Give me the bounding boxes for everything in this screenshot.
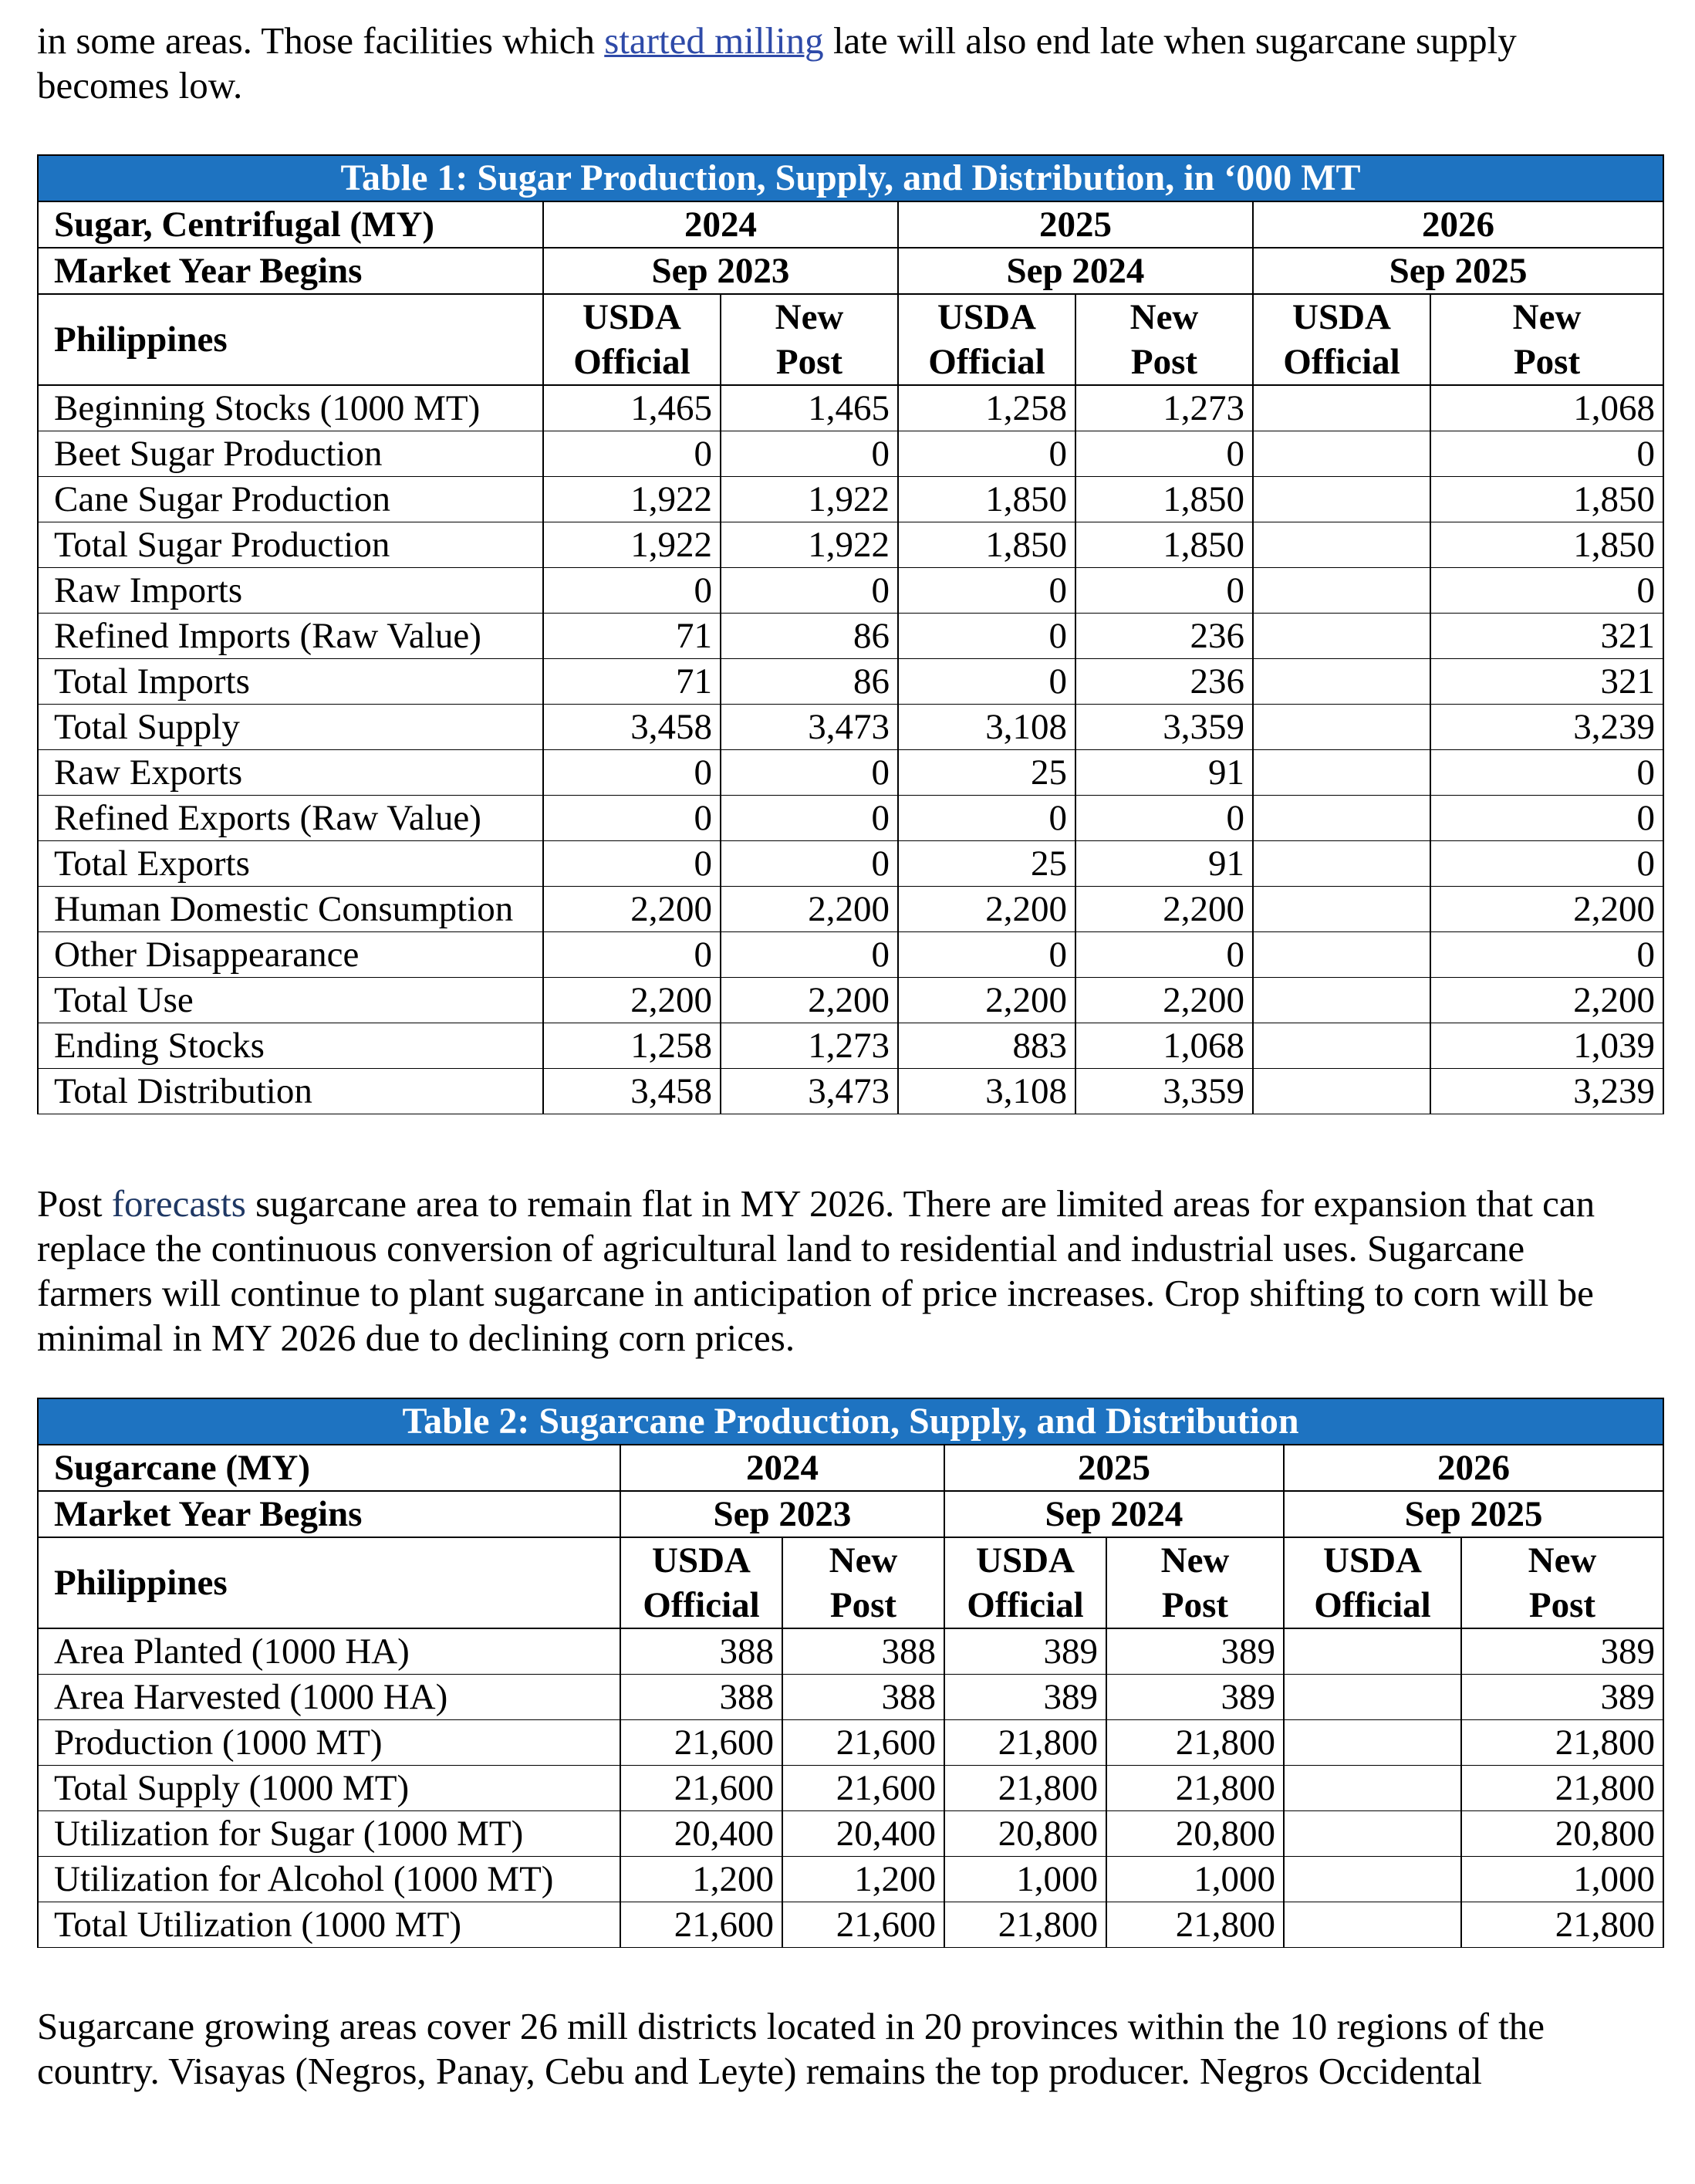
row-value: 0 bbox=[1075, 932, 1253, 978]
row-value bbox=[1253, 522, 1430, 568]
row-label: Total Sugar Production bbox=[38, 522, 543, 568]
row-value: 0 bbox=[543, 431, 721, 477]
row-value: 389 bbox=[1106, 1628, 1284, 1675]
table1-sub-usda: USDA Official bbox=[898, 294, 1075, 385]
row-value: 1,465 bbox=[721, 385, 898, 431]
outro-paragraph bbox=[37, 2004, 1665, 2094]
row-value: 2,200 bbox=[1430, 978, 1663, 1023]
row-value: 0 bbox=[1075, 796, 1253, 841]
row-value: 3,473 bbox=[721, 705, 898, 750]
table2-begins-2025: Sep 2024 bbox=[944, 1491, 1284, 1537]
row-value: 2,200 bbox=[543, 978, 721, 1023]
row-value: 321 bbox=[1430, 659, 1663, 705]
row-value: 25 bbox=[898, 841, 1075, 887]
row-value: 1,850 bbox=[898, 477, 1075, 522]
row-value: 0 bbox=[721, 750, 898, 796]
row-value: 1,258 bbox=[543, 1023, 721, 1069]
row-value: 3,359 bbox=[1075, 705, 1253, 750]
table-row bbox=[38, 932, 1663, 978]
row-value: 21,600 bbox=[620, 1902, 782, 1948]
row-value: 20,400 bbox=[620, 1811, 782, 1857]
table1-begins-2024: Sep 2023 bbox=[543, 248, 898, 294]
table1-sub-new: New Post bbox=[1430, 294, 1663, 385]
table1-title: Table 1: Sugar Production, Supply, and Distribution, in ‘000 MT bbox=[38, 155, 1663, 201]
intro-paragraph bbox=[37, 19, 1665, 108]
table2-commodity: Sugarcane (MY) bbox=[38, 1445, 620, 1491]
row-value: 1,850 bbox=[1075, 477, 1253, 522]
row-value: 1,000 bbox=[944, 1857, 1106, 1902]
table1-commodity: Sugar, Centrifugal (MY) bbox=[38, 201, 543, 248]
row-value bbox=[1253, 568, 1430, 614]
row-value: 3,239 bbox=[1430, 705, 1663, 750]
table2-sub-new: New Post bbox=[1106, 1537, 1284, 1628]
row-value: 389 bbox=[944, 1675, 1106, 1720]
row-value: 883 bbox=[898, 1023, 1075, 1069]
row-value: 388 bbox=[620, 1628, 782, 1675]
table-row bbox=[38, 1628, 1663, 1675]
row-value: 0 bbox=[721, 568, 898, 614]
table1-sub-usda: USDA Official bbox=[1253, 294, 1430, 385]
row-value: 86 bbox=[721, 659, 898, 705]
row-value: 3,108 bbox=[898, 1069, 1075, 1114]
row-label: Beet Sugar Production bbox=[38, 431, 543, 477]
row-value: 2,200 bbox=[1075, 887, 1253, 932]
table-row bbox=[38, 841, 1663, 887]
row-value: 21,800 bbox=[1461, 1720, 1663, 1766]
table2-title: Table 2: Sugarcane Production, Supply, and Distribution bbox=[38, 1398, 1663, 1445]
row-value: 21,600 bbox=[782, 1766, 944, 1811]
started-milling-link[interactable]: started milling bbox=[604, 19, 824, 62]
row-label: Raw Imports bbox=[38, 568, 543, 614]
row-value: 0 bbox=[898, 659, 1075, 705]
row-label: Total Supply (1000 MT) bbox=[38, 1766, 620, 1811]
row-value bbox=[1253, 796, 1430, 841]
row-value bbox=[1253, 614, 1430, 659]
table-row bbox=[38, 887, 1663, 932]
row-value: 236 bbox=[1075, 659, 1253, 705]
table1-market-year-label: Market Year Begins bbox=[38, 248, 543, 294]
row-value: 1,200 bbox=[620, 1857, 782, 1902]
table-row bbox=[38, 568, 1663, 614]
row-value: 20,800 bbox=[1461, 1811, 1663, 1857]
row-value: 1,039 bbox=[1430, 1023, 1663, 1069]
row-label: Human Domestic Consumption bbox=[38, 887, 543, 932]
row-value bbox=[1253, 978, 1430, 1023]
intro-text-end: becomes low. bbox=[37, 64, 243, 106]
table1-year-2026: 2026 bbox=[1253, 201, 1663, 248]
sugarcane-psd-table bbox=[37, 1398, 1664, 1948]
row-value: 0 bbox=[898, 431, 1075, 477]
table-row bbox=[38, 1069, 1663, 1114]
row-value: 0 bbox=[543, 841, 721, 887]
table2-year-2024: 2024 bbox=[620, 1445, 944, 1491]
row-label: Refined Exports (Raw Value) bbox=[38, 796, 543, 841]
table-row bbox=[38, 477, 1663, 522]
row-label: Total Utilization (1000 MT) bbox=[38, 1902, 620, 1948]
table-row bbox=[38, 1023, 1663, 1069]
row-value: 0 bbox=[543, 932, 721, 978]
row-value: 1,922 bbox=[543, 522, 721, 568]
row-value: 20,800 bbox=[944, 1811, 1106, 1857]
row-value: 321 bbox=[1430, 614, 1663, 659]
middle-line3: farmers will continue to plant sugarcane in anticipation of price increases. Crop shifting to corn will be bbox=[37, 1272, 1594, 1314]
row-value: 91 bbox=[1075, 750, 1253, 796]
row-value: 3,458 bbox=[543, 1069, 721, 1114]
row-value: 2,200 bbox=[898, 978, 1075, 1023]
row-label: Total Exports bbox=[38, 841, 543, 887]
table-row bbox=[38, 385, 1663, 431]
row-value: 0 bbox=[898, 614, 1075, 659]
table1-begins-2025: Sep 2024 bbox=[898, 248, 1253, 294]
row-value: 1,850 bbox=[1075, 522, 1253, 568]
row-value: 21,800 bbox=[944, 1902, 1106, 1948]
row-label: Utilization for Sugar (1000 MT) bbox=[38, 1811, 620, 1857]
sugar-psd-table bbox=[37, 154, 1664, 1114]
row-value: 0 bbox=[1075, 431, 1253, 477]
row-value: 20,800 bbox=[1106, 1811, 1284, 1857]
row-value: 0 bbox=[721, 431, 898, 477]
table2-sub-new: New Post bbox=[1461, 1537, 1663, 1628]
row-value bbox=[1253, 841, 1430, 887]
row-value: 1,465 bbox=[543, 385, 721, 431]
row-label: Area Planted (1000 HA) bbox=[38, 1628, 620, 1675]
row-label: Total Use bbox=[38, 978, 543, 1023]
table-row bbox=[38, 1857, 1663, 1902]
row-value: 1,850 bbox=[1430, 477, 1663, 522]
row-value: 2,200 bbox=[721, 978, 898, 1023]
row-value: 21,600 bbox=[782, 1720, 944, 1766]
row-value: 388 bbox=[620, 1675, 782, 1720]
table1-sub-new: New Post bbox=[1075, 294, 1253, 385]
row-value: 1,922 bbox=[543, 477, 721, 522]
table-row bbox=[38, 1811, 1663, 1857]
row-value: 21,600 bbox=[782, 1902, 944, 1948]
row-label: Utilization for Alcohol (1000 MT) bbox=[38, 1857, 620, 1902]
row-value: 0 bbox=[1430, 932, 1663, 978]
row-value: 21,800 bbox=[944, 1720, 1106, 1766]
row-value: 0 bbox=[1430, 841, 1663, 887]
row-value: 21,800 bbox=[1461, 1766, 1663, 1811]
row-value: 21,800 bbox=[1106, 1902, 1284, 1948]
row-value: 0 bbox=[1430, 568, 1663, 614]
row-value bbox=[1284, 1628, 1461, 1675]
row-label: Total Distribution bbox=[38, 1069, 543, 1114]
table2-sub-usda: USDA Official bbox=[1284, 1537, 1461, 1628]
row-value bbox=[1253, 1023, 1430, 1069]
row-label: Area Harvested (1000 HA) bbox=[38, 1675, 620, 1720]
row-value: 388 bbox=[782, 1675, 944, 1720]
row-value: 236 bbox=[1075, 614, 1253, 659]
row-value: 21,600 bbox=[620, 1766, 782, 1811]
row-value: 21,800 bbox=[1106, 1720, 1284, 1766]
row-value: 21,800 bbox=[1106, 1766, 1284, 1811]
row-value: 389 bbox=[1461, 1628, 1663, 1675]
table1-begins-2026: Sep 2025 bbox=[1253, 248, 1663, 294]
row-value: 1,200 bbox=[782, 1857, 944, 1902]
row-value bbox=[1253, 887, 1430, 932]
row-value: 389 bbox=[1106, 1675, 1284, 1720]
table-row bbox=[38, 750, 1663, 796]
intro-text-after: late will also end late when sugarcane supply bbox=[823, 19, 1517, 62]
row-label: Total Imports bbox=[38, 659, 543, 705]
row-label: Production (1000 MT) bbox=[38, 1720, 620, 1766]
row-value bbox=[1284, 1720, 1461, 1766]
middle-line2: replace the continuous conversion of agricultural land to residential and industrial uses. Sugarcane bbox=[37, 1227, 1525, 1269]
row-value: 389 bbox=[944, 1628, 1106, 1675]
row-value: 0 bbox=[543, 796, 721, 841]
row-value: 388 bbox=[782, 1628, 944, 1675]
row-value bbox=[1284, 1766, 1461, 1811]
row-value: 21,600 bbox=[620, 1720, 782, 1766]
table-row bbox=[38, 978, 1663, 1023]
row-value: 0 bbox=[721, 932, 898, 978]
row-value: 0 bbox=[898, 932, 1075, 978]
row-label: Cane Sugar Production bbox=[38, 477, 543, 522]
table-row bbox=[38, 614, 1663, 659]
row-value: 1,000 bbox=[1461, 1857, 1663, 1902]
row-value: 389 bbox=[1461, 1675, 1663, 1720]
middle-line4: minimal in MY 2026 due to declining corn prices. bbox=[37, 1317, 795, 1359]
table1-year-2024: 2024 bbox=[543, 201, 898, 248]
middle-line1-end: sugarcane area to remain flat in MY 2026. There are limited areas for expansion that can bbox=[245, 1182, 1595, 1225]
table2-sub-new: New Post bbox=[782, 1537, 944, 1628]
table1-country: Philippines bbox=[38, 294, 543, 385]
table-row bbox=[38, 705, 1663, 750]
row-value: 2,200 bbox=[543, 887, 721, 932]
table-row bbox=[38, 1675, 1663, 1720]
row-label: Total Supply bbox=[38, 705, 543, 750]
row-value: 0 bbox=[1075, 568, 1253, 614]
row-value: 1,273 bbox=[1075, 385, 1253, 431]
forecasts-term: forecasts bbox=[111, 1182, 246, 1225]
row-value bbox=[1284, 1857, 1461, 1902]
row-label: Raw Exports bbox=[38, 750, 543, 796]
middle-line1-start: Post bbox=[37, 1182, 112, 1225]
row-label: Beginning Stocks (1000 MT) bbox=[38, 385, 543, 431]
row-value bbox=[1284, 1902, 1461, 1948]
table-row bbox=[38, 1720, 1663, 1766]
row-value: 1,273 bbox=[721, 1023, 898, 1069]
row-value bbox=[1253, 1069, 1430, 1114]
row-value: 2,200 bbox=[721, 887, 898, 932]
row-value bbox=[1284, 1811, 1461, 1857]
table-row bbox=[38, 796, 1663, 841]
row-value: 0 bbox=[543, 568, 721, 614]
row-value: 1,850 bbox=[898, 522, 1075, 568]
table-row bbox=[38, 431, 1663, 477]
row-value bbox=[1253, 750, 1430, 796]
row-value bbox=[1253, 477, 1430, 522]
outro-line2: country. Visayas (Negros, Panay, Cebu and Leyte) remains the top producer. Negros Occidental bbox=[37, 2050, 1483, 2092]
row-value bbox=[1253, 659, 1430, 705]
row-value bbox=[1253, 385, 1430, 431]
table2-begins-2026: Sep 2025 bbox=[1284, 1491, 1663, 1537]
row-value: 0 bbox=[721, 796, 898, 841]
row-value: 20,400 bbox=[782, 1811, 944, 1857]
row-value: 0 bbox=[1430, 431, 1663, 477]
row-value: 1,068 bbox=[1075, 1023, 1253, 1069]
table2-year-2025: 2025 bbox=[944, 1445, 1284, 1491]
table2-sub-usda: USDA Official bbox=[944, 1537, 1106, 1628]
row-value: 3,473 bbox=[721, 1069, 898, 1114]
row-value: 2,200 bbox=[898, 887, 1075, 932]
row-label: Refined Imports (Raw Value) bbox=[38, 614, 543, 659]
row-value: 0 bbox=[1430, 796, 1663, 841]
row-value: 0 bbox=[543, 750, 721, 796]
table1-year-2025: 2025 bbox=[898, 201, 1253, 248]
intro-text-before: in some areas. Those facilities which bbox=[37, 19, 605, 62]
table2-market-year-label: Market Year Begins bbox=[38, 1491, 620, 1537]
row-value bbox=[1253, 932, 1430, 978]
table2-sub-usda: USDA Official bbox=[620, 1537, 782, 1628]
row-value: 0 bbox=[1430, 750, 1663, 796]
table1-sub-usda: USDA Official bbox=[543, 294, 721, 385]
row-value: 86 bbox=[721, 614, 898, 659]
table-row bbox=[38, 1766, 1663, 1811]
middle-paragraph bbox=[37, 1182, 1665, 1361]
row-value: 1,258 bbox=[898, 385, 1075, 431]
row-value: 0 bbox=[721, 841, 898, 887]
row-value: 3,239 bbox=[1430, 1069, 1663, 1114]
table2-begins-2024: Sep 2023 bbox=[620, 1491, 944, 1537]
row-value: 71 bbox=[543, 659, 721, 705]
outro-line1: Sugarcane growing areas cover 26 mill districts located in 20 provinces within the 10 regions of the bbox=[37, 2005, 1545, 2047]
row-value bbox=[1253, 431, 1430, 477]
row-value: 91 bbox=[1075, 841, 1253, 887]
row-value: 3,359 bbox=[1075, 1069, 1253, 1114]
row-label: Ending Stocks bbox=[38, 1023, 543, 1069]
row-value: 25 bbox=[898, 750, 1075, 796]
row-value: 0 bbox=[898, 568, 1075, 614]
table-row bbox=[38, 522, 1663, 568]
table-row bbox=[38, 659, 1663, 705]
row-value: 1,922 bbox=[721, 522, 898, 568]
row-value: 3,458 bbox=[543, 705, 721, 750]
row-value bbox=[1253, 705, 1430, 750]
row-value: 1,000 bbox=[1106, 1857, 1284, 1902]
row-value bbox=[1284, 1675, 1461, 1720]
row-value: 21,800 bbox=[1461, 1902, 1663, 1948]
row-value: 2,200 bbox=[1430, 887, 1663, 932]
row-value: 1,068 bbox=[1430, 385, 1663, 431]
row-value: 2,200 bbox=[1075, 978, 1253, 1023]
table1-sub-new: New Post bbox=[721, 294, 898, 385]
row-value: 21,800 bbox=[944, 1766, 1106, 1811]
row-value: 3,108 bbox=[898, 705, 1075, 750]
row-label: Other Disappearance bbox=[38, 932, 543, 978]
table2-country: Philippines bbox=[38, 1537, 620, 1628]
row-value: 0 bbox=[898, 796, 1075, 841]
row-value: 1,922 bbox=[721, 477, 898, 522]
table2-year-2026: 2026 bbox=[1284, 1445, 1663, 1491]
row-value: 1,850 bbox=[1430, 522, 1663, 568]
row-value: 71 bbox=[543, 614, 721, 659]
table-row bbox=[38, 1902, 1663, 1948]
